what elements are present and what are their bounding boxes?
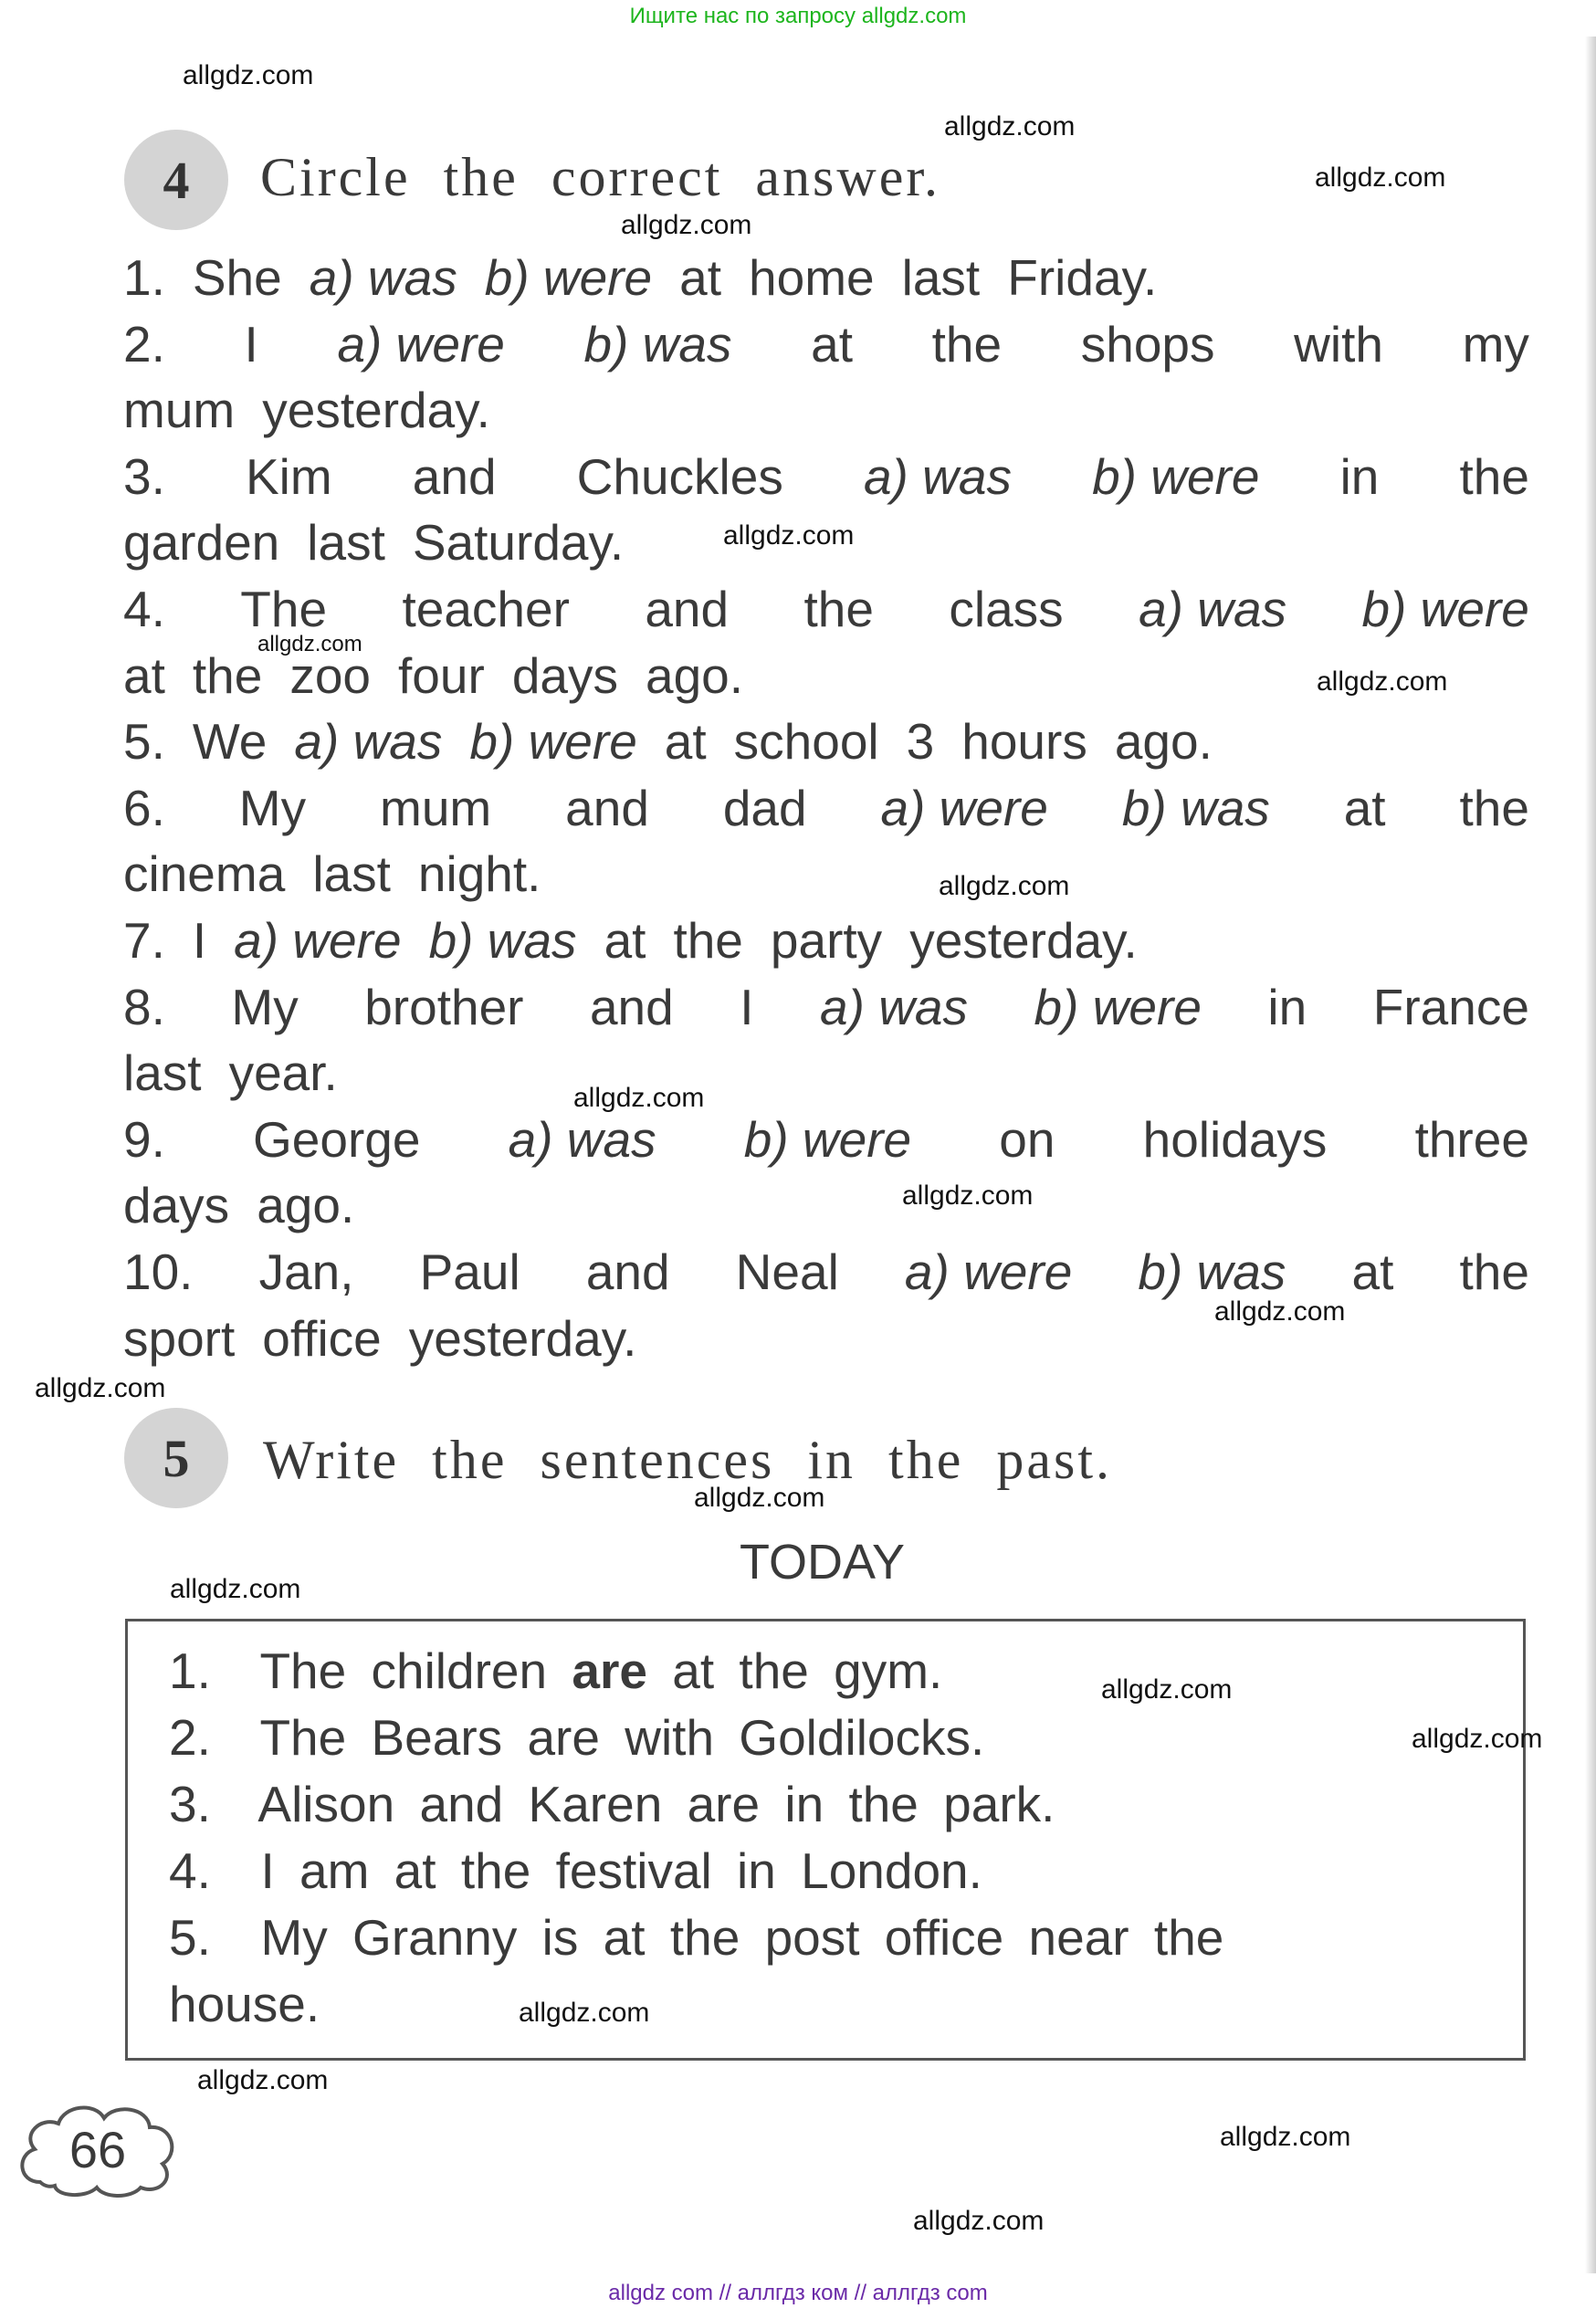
- answer-option[interactable]: b) were: [743, 1110, 912, 1168]
- word: with: [1294, 315, 1383, 373]
- word: Jan,: [258, 1243, 354, 1300]
- watermark: allgdz.com: [573, 1083, 705, 1113]
- sentence-text: at the gym.: [646, 1642, 943, 1699]
- watermark: allgdz.com: [183, 60, 314, 90]
- sentence-line: [123, 708, 1529, 775]
- word: Neal: [735, 1243, 839, 1300]
- answer-option[interactable]: a) were: [904, 1243, 1073, 1300]
- word: She: [192, 249, 282, 306]
- word: at: [604, 911, 646, 969]
- word: class: [949, 580, 1064, 637]
- answer-option[interactable]: a) was: [1139, 580, 1287, 637]
- today-sentence: [169, 1771, 1484, 1838]
- answer-option[interactable]: b) were: [469, 713, 637, 771]
- word: 5.: [123, 713, 165, 771]
- today-sentence: [169, 1838, 1484, 1905]
- watermark: allgdz.com: [1101, 1674, 1233, 1705]
- word: I: [740, 978, 754, 1035]
- answer-option[interactable]: a) was: [309, 249, 457, 306]
- exercise-5-sentences: [169, 1638, 1484, 2038]
- word: The: [240, 580, 328, 637]
- watermark: allgdz.com: [35, 1373, 166, 1403]
- word: ago.: [646, 646, 744, 704]
- word: 7.: [123, 911, 165, 969]
- word: 2.: [123, 315, 165, 373]
- word: George: [253, 1110, 421, 1168]
- page-edge-shadow: [1585, 37, 1596, 2273]
- sentence-line: [123, 245, 1529, 311]
- word: the: [1459, 779, 1529, 836]
- sentence-text: The Bears are with Goldilocks.: [259, 1709, 985, 1766]
- word: at: [679, 249, 722, 306]
- answer-option[interactable]: a) were: [234, 911, 402, 969]
- exercise-4-sentences: [123, 245, 1529, 1371]
- word: 1.: [123, 249, 165, 306]
- word: yesterday.: [909, 911, 1138, 969]
- sentence-text: Alison and Karen are in the park.: [257, 1776, 1055, 1832]
- bottom-banner: allgdz com // аллгдз ком // аллгдз com: [608, 2281, 988, 2305]
- word: Friday.: [1007, 249, 1158, 306]
- word: last: [312, 845, 391, 903]
- watermark: allgdz.com: [1315, 163, 1446, 193]
- word: yesterday.: [262, 382, 490, 439]
- watermark: allgdz.com: [170, 1574, 301, 1604]
- highlighted-verb: are: [572, 1642, 647, 1699]
- word: the: [1459, 447, 1529, 505]
- word: 6.: [123, 779, 165, 836]
- word: 10.: [123, 1243, 194, 1300]
- word: Saturday.: [412, 514, 625, 572]
- word: my: [1462, 315, 1529, 373]
- word: My: [231, 978, 299, 1035]
- word: sport: [123, 1309, 236, 1367]
- word: hours: [961, 713, 1087, 771]
- word: in: [1339, 447, 1380, 505]
- word: the: [192, 646, 263, 704]
- watermark: allgdz.com: [1412, 1724, 1543, 1754]
- word: garden: [123, 514, 280, 572]
- word: dad: [722, 779, 807, 836]
- answer-option[interactable]: b) were: [1361, 580, 1529, 637]
- today-sentence: [169, 1971, 1484, 2038]
- word: mum: [380, 779, 492, 836]
- answer-option[interactable]: a) was: [820, 978, 969, 1035]
- word: France: [1372, 978, 1529, 1035]
- word: and: [585, 1243, 670, 1300]
- sentence-line: [123, 841, 1529, 908]
- word: at: [1351, 1243, 1394, 1300]
- answer-option[interactable]: b) was: [1121, 779, 1270, 836]
- watermark: allgdz.com: [944, 111, 1076, 142]
- watermark: allgdz.com: [1214, 1296, 1346, 1327]
- word: I: [192, 911, 207, 969]
- sentence-line: [123, 974, 1529, 1041]
- word: and: [565, 779, 649, 836]
- word: party: [770, 911, 883, 969]
- watermark: allgdz.com: [723, 520, 855, 551]
- answer-option[interactable]: b) were: [484, 249, 653, 306]
- word: last: [307, 514, 385, 572]
- word: 3: [906, 713, 935, 771]
- word: shops: [1080, 315, 1215, 373]
- word: ago.: [257, 1177, 355, 1234]
- word: home: [749, 249, 875, 306]
- today-heading: TODAY: [740, 1535, 906, 1590]
- word: I: [244, 315, 258, 373]
- word: My: [238, 779, 307, 836]
- word: three: [1414, 1110, 1529, 1168]
- sentence-line: [123, 1040, 1529, 1107]
- word: Paul: [419, 1243, 520, 1300]
- sentence-text: My Granny is at the post office near the: [260, 1909, 1224, 1966]
- watermark: allgdz.com: [1317, 666, 1448, 697]
- today-sentence: [169, 1705, 1484, 1771]
- answer-option[interactable]: a) was: [863, 447, 1012, 505]
- word: days: [123, 1177, 230, 1234]
- answer-option[interactable]: a) was: [508, 1110, 656, 1168]
- word: 3.: [123, 447, 165, 505]
- watermark: allgdz.com: [197, 2065, 329, 2095]
- page-number: 66: [68, 2120, 127, 2178]
- word: the: [673, 911, 743, 969]
- sentence-line: [123, 1239, 1529, 1306]
- sentence-line: [123, 311, 1529, 378]
- watermark: allgdz.com: [939, 871, 1070, 901]
- word: school: [733, 713, 879, 771]
- word: the: [1459, 1243, 1529, 1300]
- sentence-text: The children: [259, 1642, 572, 1699]
- word: cinema: [123, 845, 286, 903]
- watermark: allgdz.com: [1220, 2122, 1351, 2152]
- today-sentence: [169, 1905, 1484, 1971]
- word: office: [262, 1309, 382, 1367]
- sentence-number: 1.: [169, 1642, 260, 1699]
- watermark: allgdz.com: [913, 2206, 1045, 2236]
- answer-option[interactable]: b) were: [1034, 978, 1202, 1035]
- word: days: [511, 646, 618, 704]
- word: the: [803, 580, 874, 637]
- word: ago.: [1114, 713, 1213, 771]
- word: in: [1267, 978, 1307, 1035]
- answer-option[interactable]: b) was: [428, 911, 577, 969]
- word: and: [645, 580, 730, 637]
- word: zoo: [289, 646, 372, 704]
- word: mum: [123, 382, 236, 439]
- watermark: allgdz.com: [257, 632, 362, 656]
- sentence-line: [123, 775, 1529, 842]
- word: the: [931, 315, 1003, 373]
- word: night.: [417, 845, 541, 903]
- watermark: allgdz.com: [621, 210, 752, 240]
- word: holidays: [1142, 1110, 1328, 1168]
- today-sentence: [169, 1638, 1484, 1705]
- sentence-line: [123, 908, 1529, 974]
- answer-option[interactable]: a) was: [294, 713, 443, 771]
- exercise-5-number-badge: 5: [124, 1408, 228, 1508]
- answer-option[interactable]: a) were: [337, 315, 505, 373]
- sentence-number: 5.: [169, 1909, 261, 1966]
- word: and: [412, 447, 497, 505]
- word: year.: [228, 1044, 338, 1102]
- word: at: [811, 315, 853, 373]
- sentence-line: [123, 377, 1529, 444]
- page-number-cloud: [13, 2098, 183, 2200]
- answer-option[interactable]: a) were: [880, 779, 1048, 836]
- word: on: [999, 1110, 1055, 1168]
- sentence-line: [123, 1107, 1529, 1173]
- word: Chuckles: [576, 447, 783, 505]
- word: at: [1343, 779, 1386, 836]
- word: Kim: [245, 447, 332, 505]
- word: teacher: [402, 580, 570, 637]
- sentence-number: 2.: [169, 1709, 260, 1766]
- exercise-4-title: Circle the correct answer.: [260, 147, 941, 207]
- word: 4.: [123, 580, 165, 637]
- watermark: allgdz.com: [694, 1483, 825, 1513]
- word: 9.: [123, 1110, 165, 1168]
- word: yesterday.: [408, 1309, 637, 1367]
- word: last: [901, 249, 981, 306]
- word: 8.: [123, 978, 165, 1035]
- exercise-4-number-badge: 4: [124, 130, 228, 230]
- sentence-number: 4.: [169, 1842, 261, 1899]
- word: and: [589, 978, 674, 1035]
- word: at: [123, 646, 165, 704]
- watermark: allgdz.com: [519, 1998, 650, 2028]
- sentence-number: 3.: [169, 1776, 258, 1832]
- word: brother: [364, 978, 524, 1035]
- sentence-text: I am at the festival in London.: [260, 1842, 982, 1899]
- word: last: [123, 1044, 202, 1102]
- top-banner: Ищите нас по запросу allgdz.com: [629, 4, 967, 28]
- sentence-line: [123, 1172, 1529, 1239]
- answer-option[interactable]: b) was: [583, 315, 732, 373]
- watermark: allgdz.com: [902, 1180, 1034, 1211]
- word: four: [398, 646, 485, 704]
- sentence-text: house.: [169, 1976, 320, 2032]
- answer-option[interactable]: b) was: [1138, 1243, 1286, 1300]
- word: We: [192, 713, 268, 771]
- word: at: [664, 713, 707, 771]
- answer-option[interactable]: b) were: [1092, 447, 1260, 505]
- exercise-5-title: Write the sentences in the past.: [263, 1430, 1112, 1490]
- sentence-line: [123, 444, 1529, 510]
